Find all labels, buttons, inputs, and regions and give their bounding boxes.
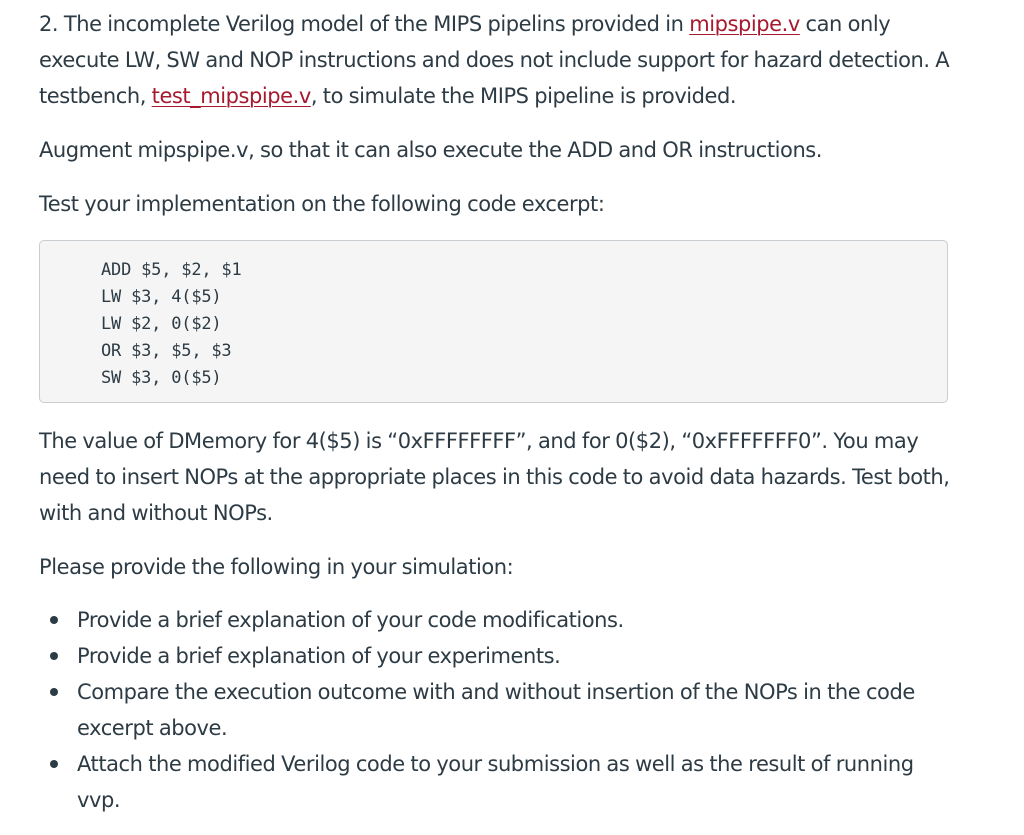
assignment-question: [39, 6, 951, 818]
question-intro-paragraph: [39, 6, 951, 114]
code-line: LW $3, 4($5): [101, 287, 222, 307]
code-excerpt-block: [39, 240, 948, 403]
code-line: OR $3, $5, $3: [101, 341, 232, 361]
dmemory-values-paragraph: The value of DMemory for 4($5) is “0xFFFFFFFF”, and for 0($2), “0xFFFFFFF0”. You may need to insert NOPs at the appropriate places in this code to avoid data hazards. Test both, with and without NOPs.: [39, 429, 950, 525]
list-item: [39, 746, 951, 818]
bullet-dot-icon: [50, 688, 58, 696]
list-item-text: Compare the execution outcome with and without insertion of the NOPs in the code excerpt above.: [77, 680, 915, 740]
bullet-dot-icon: [50, 760, 58, 768]
code-line: LW $2, 0($2): [101, 314, 222, 334]
list-item-text: Provide a brief explanation of your code modifications.: [77, 608, 624, 632]
mipspipe-link[interactable]: mipspipe.v: [689, 12, 800, 36]
bullet-dot-icon: [50, 616, 58, 624]
augment-instruction: Augment mipspipe.v, so that it can also execute the ADD and OR instructions.: [39, 138, 823, 162]
code-line: ADD $5, $2, $1: [101, 260, 242, 280]
test-instruction: Test your implementation on the following code excerpt:: [39, 192, 605, 216]
requirements-list: [39, 602, 951, 818]
list-item: [39, 638, 951, 674]
bullet-dot-icon: [50, 652, 58, 660]
list-item: [39, 674, 951, 746]
list-item-text: Attach the modified Verilog code to your submission as well as the result of running vvp.: [77, 752, 914, 812]
list-item: [39, 602, 951, 638]
intro-text-middle: can only execute LW, SW and NOP instructions and does not include support for hazard detection. A testbench,: [39, 12, 950, 108]
test-mipspipe-link[interactable]: test_mipspipe.v: [151, 84, 311, 108]
intro-text-start: 2. The incomplete Verilog model of the MIPS pipelins provided in: [39, 12, 690, 36]
list-item-text: Provide a brief explanation of your experiments.: [77, 644, 561, 668]
intro-text-end: , to simulate the MIPS pipeline is provided.: [310, 84, 737, 108]
simulation-requirements-intro: Please provide the following in your simulation:: [39, 555, 514, 579]
code-line: SW $3, 0($5): [101, 368, 222, 388]
